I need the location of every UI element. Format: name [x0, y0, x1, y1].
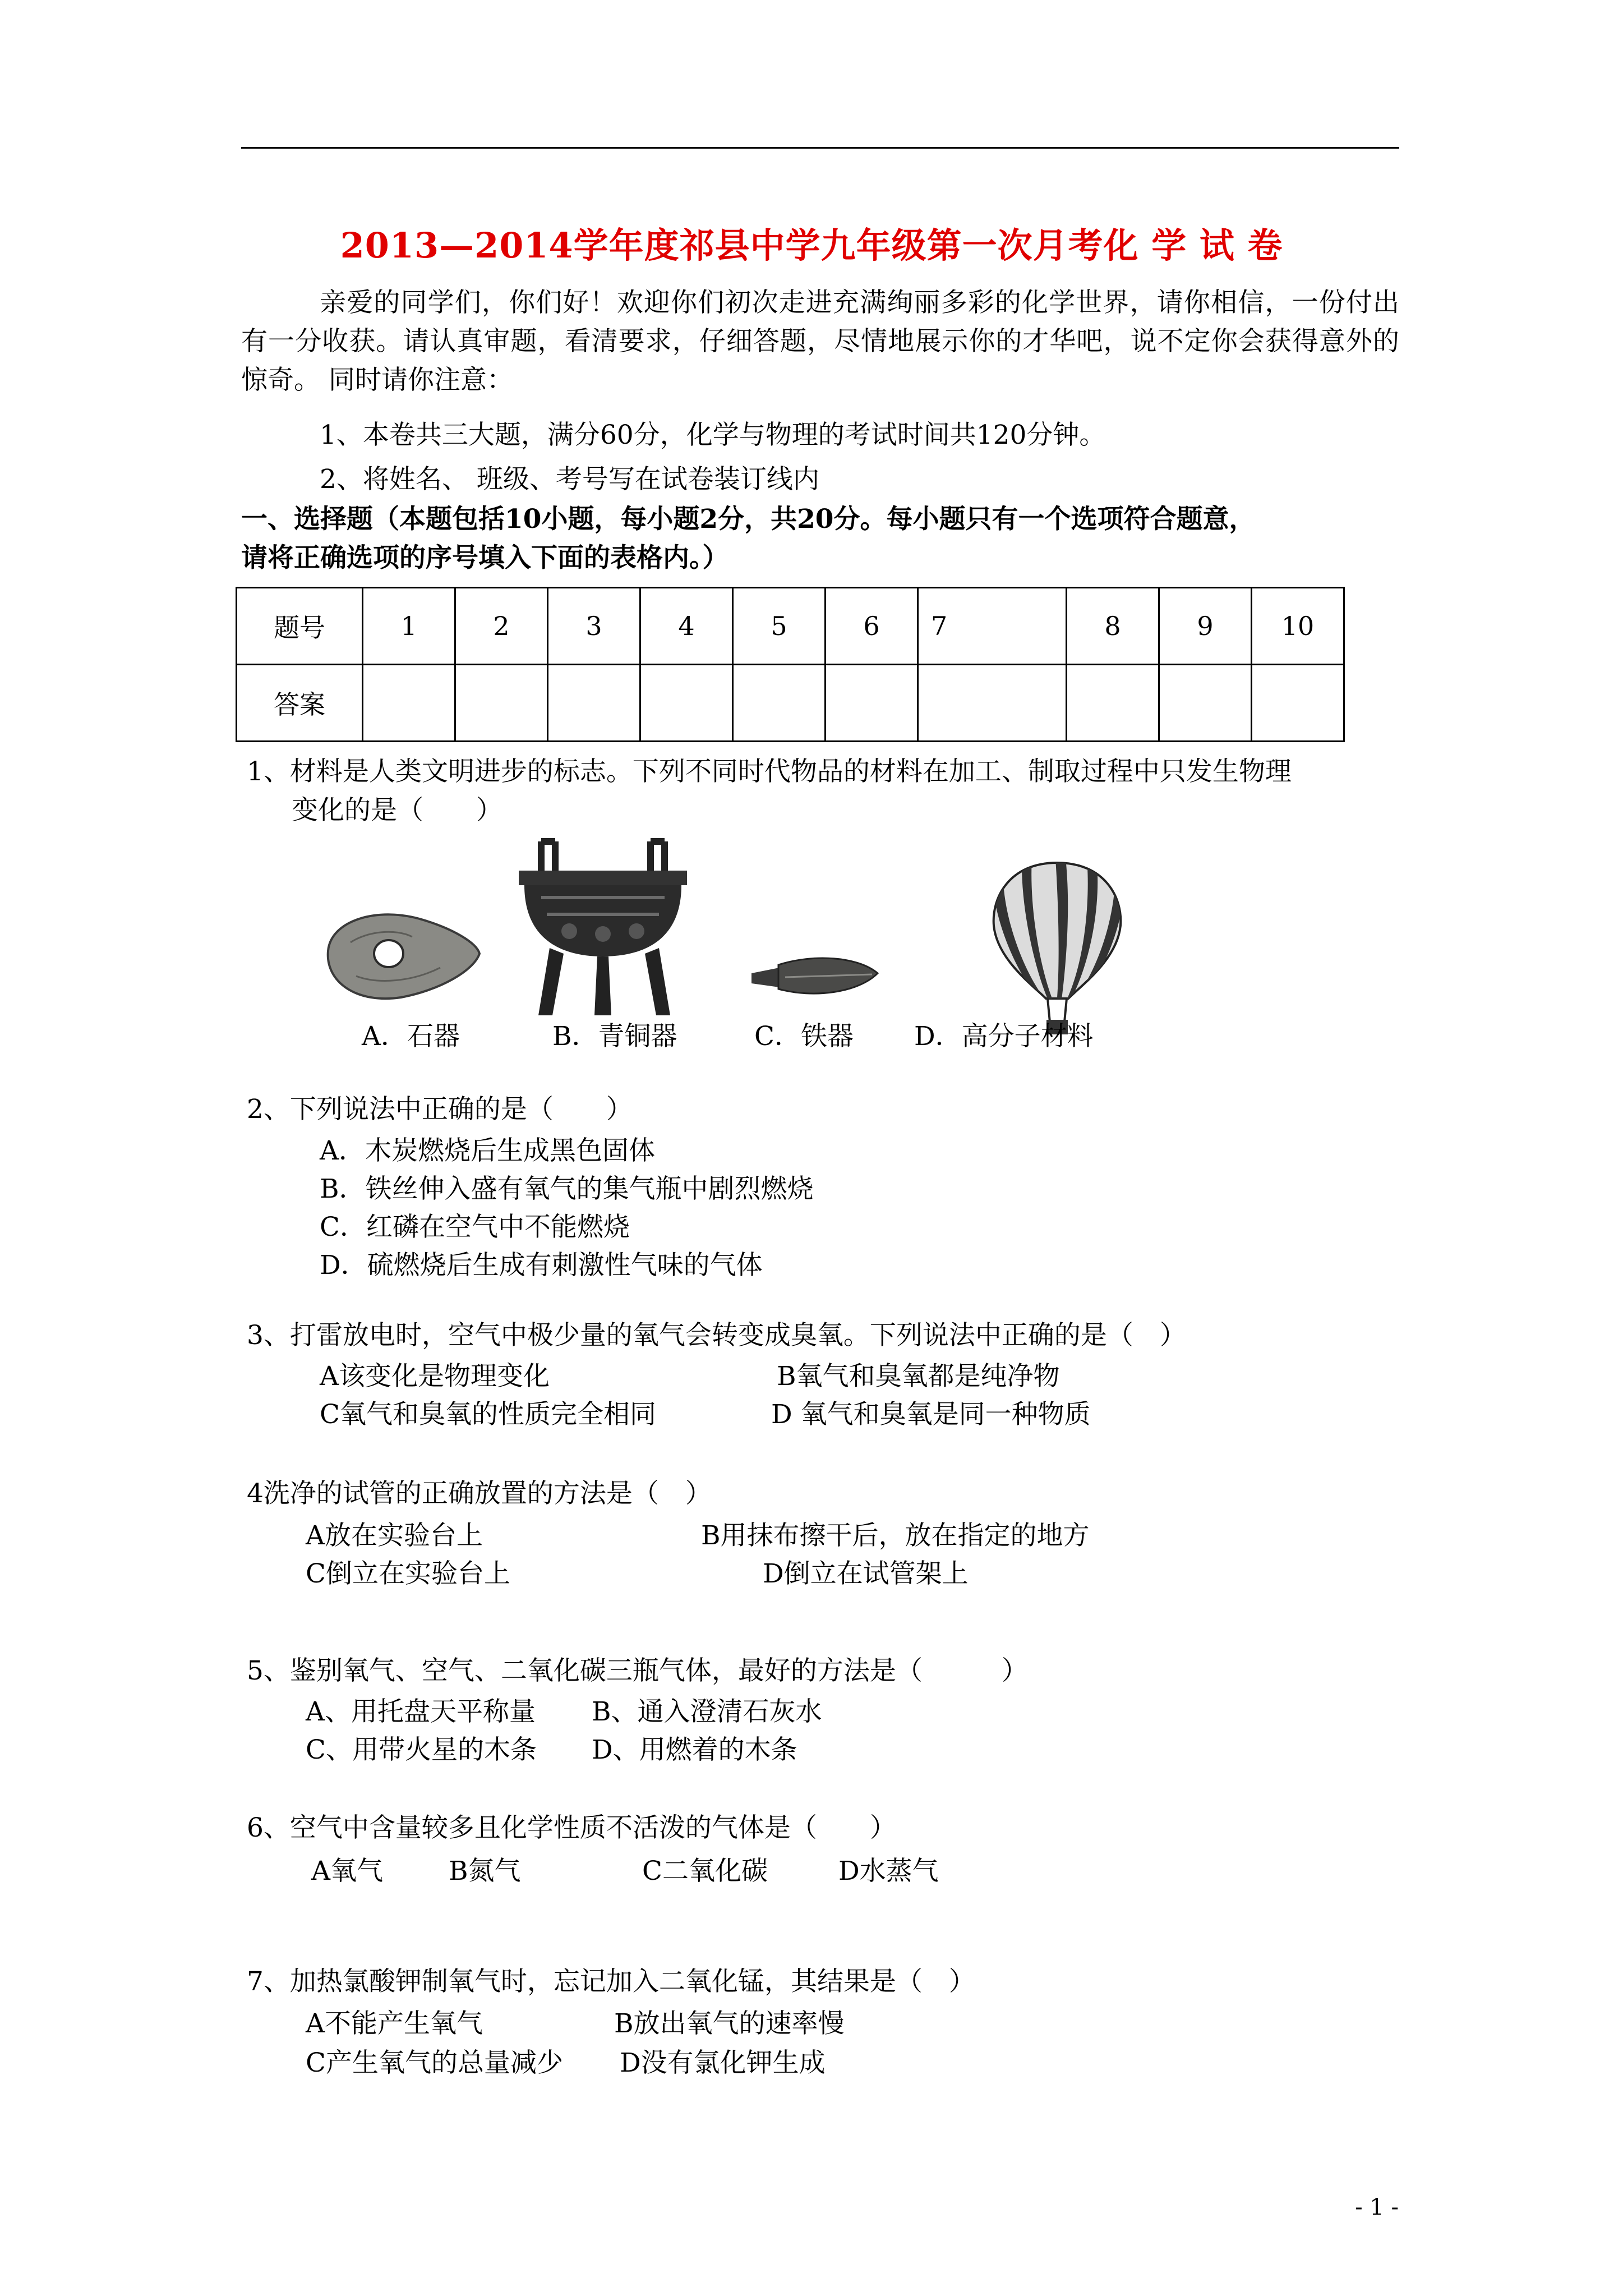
q1-option-c[interactable]: C．铁器 [754, 1021, 854, 1052]
hot-air-balloon-icon [987, 858, 1127, 1038]
q5-option-a[interactable]: A、用托盘天平称量 [306, 1696, 536, 1727]
number-cell: 9 [1159, 588, 1252, 665]
note-2: 2、将姓名、 班级、考号写在试卷装订线内 [320, 464, 819, 495]
q2-option-a[interactable]: A．木炭燃烧后生成黑色固体 [320, 1135, 655, 1166]
table-row [237, 588, 1344, 665]
q4-option-d[interactable]: D倒立在试管架上 [763, 1558, 969, 1589]
q3-option-d[interactable]: D 氧气和臭氧是同一种物质 [771, 1399, 1091, 1430]
q2-option-c[interactable]: C．红磷在空气中不能燃烧 [320, 1212, 630, 1243]
answer-table [236, 587, 1345, 742]
answer-cell[interactable] [640, 665, 733, 742]
number-cell: 5 [733, 588, 826, 665]
number-cell: 6 [826, 588, 918, 665]
page-number: - 1 - [1355, 2194, 1399, 2220]
section1-heading-cont: 请将正确选项的序号填入下面的表格内。） [241, 542, 729, 573]
q1-option-a[interactable]: A．石器 [362, 1021, 460, 1052]
answer-cell[interactable] [826, 665, 918, 742]
section1-heading: 一、选择题（本题包括10小题，每小题2分，共20分。每小题只有一个选项符合题意， [241, 504, 1256, 535]
answer-cell[interactable] [548, 665, 640, 742]
answer-cell[interactable] [1159, 665, 1252, 742]
stone-tool-icon [317, 898, 485, 1010]
number-cell: 4 [640, 588, 733, 665]
q5-option-d[interactable]: D、用燃着的木条 [592, 1734, 797, 1765]
q3-option-a[interactable]: A该变化是物理变化 [320, 1361, 550, 1392]
row-label-answer: 答案 [237, 665, 363, 742]
q6-option-c[interactable]: C二氧化碳 [642, 1856, 768, 1887]
answer-cell[interactable] [455, 665, 548, 742]
q6-option-b[interactable]: B氮气 [449, 1856, 521, 1887]
bronze-ding-icon [508, 836, 698, 1021]
q6-option-d[interactable]: D水蒸气 [838, 1856, 939, 1887]
header-rule [241, 147, 1399, 149]
q3-option-c[interactable]: C氧气和臭氧的性质完全相同 [320, 1399, 656, 1430]
q7-option-c[interactable]: C产生氧气的总量减少 [306, 2047, 563, 2078]
q3-stem: 3、打雷放电时，空气中极少量的氧气会转变成臭氧。下列说法中正确的是（ ） [247, 1320, 1186, 1351]
q7-stem: 7、加热氯酸钾制氧气时，忘记加入二氧化锰，其结果是（ ） [247, 1966, 975, 1997]
q4-option-b[interactable]: B用抹布擦干后，放在指定的地方 [701, 1520, 1090, 1551]
q4-stem: 4洗净的试管的正确放置的方法是（ ） [247, 1478, 712, 1509]
intro-paragraph: 亲爱的同学们，你们好！欢迎你们初次走进充满绚丽多彩的化学世界，请你相信，一份付出有一分收获。请认真审题，看清要求，仔细答题，尽情地展示你的才华吧，说不定你会获得意外的惊奇。 同时请你注意： [241, 287, 1399, 395]
answer-cell[interactable] [1252, 665, 1344, 742]
q6-option-a[interactable]: A氧气 [311, 1856, 383, 1887]
q7-option-d[interactable]: D没有氯化钾生成 [620, 2047, 826, 2078]
q7-option-b[interactable]: B放出氧气的速率慢 [614, 2008, 845, 2039]
q1-option-b[interactable]: B．青铜器 [552, 1021, 677, 1052]
q2-option-d[interactable]: D．硫燃烧后生成有刺激性气味的气体 [320, 1250, 763, 1281]
answer-cell[interactable] [363, 665, 455, 742]
table-row [237, 665, 1344, 742]
q1-stem: 1、材料是人类文明进步的标志。下列不同时代物品的材料在加工、制取过程中只发生物理 [247, 756, 1292, 787]
q2-stem: 2、下列说法中正确的是（ ） [247, 1094, 633, 1125]
number-cell: 2 [455, 588, 548, 665]
answer-cell[interactable] [733, 665, 826, 742]
q5-option-c[interactable]: C、用带火星的木条 [306, 1734, 537, 1765]
number-cell: 7 [918, 588, 1067, 665]
row-label-number: 题号 [237, 588, 363, 665]
q4-option-c[interactable]: C倒立在实验台上 [306, 1558, 510, 1589]
q1-stem-cont: 变化的是（ ） [292, 795, 502, 826]
q6-stem: 6、空气中含量较多且化学性质不活泼的气体是（ ） [247, 1812, 896, 1843]
exam-title: 2013—2014学年度祁县中学九年级第一次月考化 学 试 卷 [340, 225, 1283, 266]
number-cell: 3 [548, 588, 640, 665]
iron-spearhead-icon [746, 945, 880, 1007]
q1-option-d[interactable]: D．高分子材料 [914, 1021, 1094, 1052]
q4-option-a[interactable]: A放在实验台上 [306, 1520, 483, 1551]
answer-cell[interactable] [1067, 665, 1159, 742]
q7-option-a[interactable]: A不能产生氧气 [306, 2008, 483, 2039]
number-cell: 8 [1067, 588, 1159, 665]
number-cell: 10 [1252, 588, 1344, 665]
number-cell: 1 [363, 588, 455, 665]
q3-option-b[interactable]: B氧气和臭氧都是纯净物 [777, 1361, 1060, 1392]
q5-option-b[interactable]: B、通入澄清石灰水 [592, 1696, 822, 1727]
q5-stem: 5、鉴别氧气、空气、二氧化碳三瓶气体，最好的方法是（ ） [247, 1655, 1028, 1686]
q2-option-b[interactable]: B．铁丝伸入盛有氧气的集气瓶中剧烈燃烧 [320, 1174, 814, 1204]
note-1: 1、本卷共三大题，满分60分，化学与物理的考试时间共120分钟。 [320, 420, 1106, 450]
answer-cell[interactable] [918, 665, 1067, 742]
